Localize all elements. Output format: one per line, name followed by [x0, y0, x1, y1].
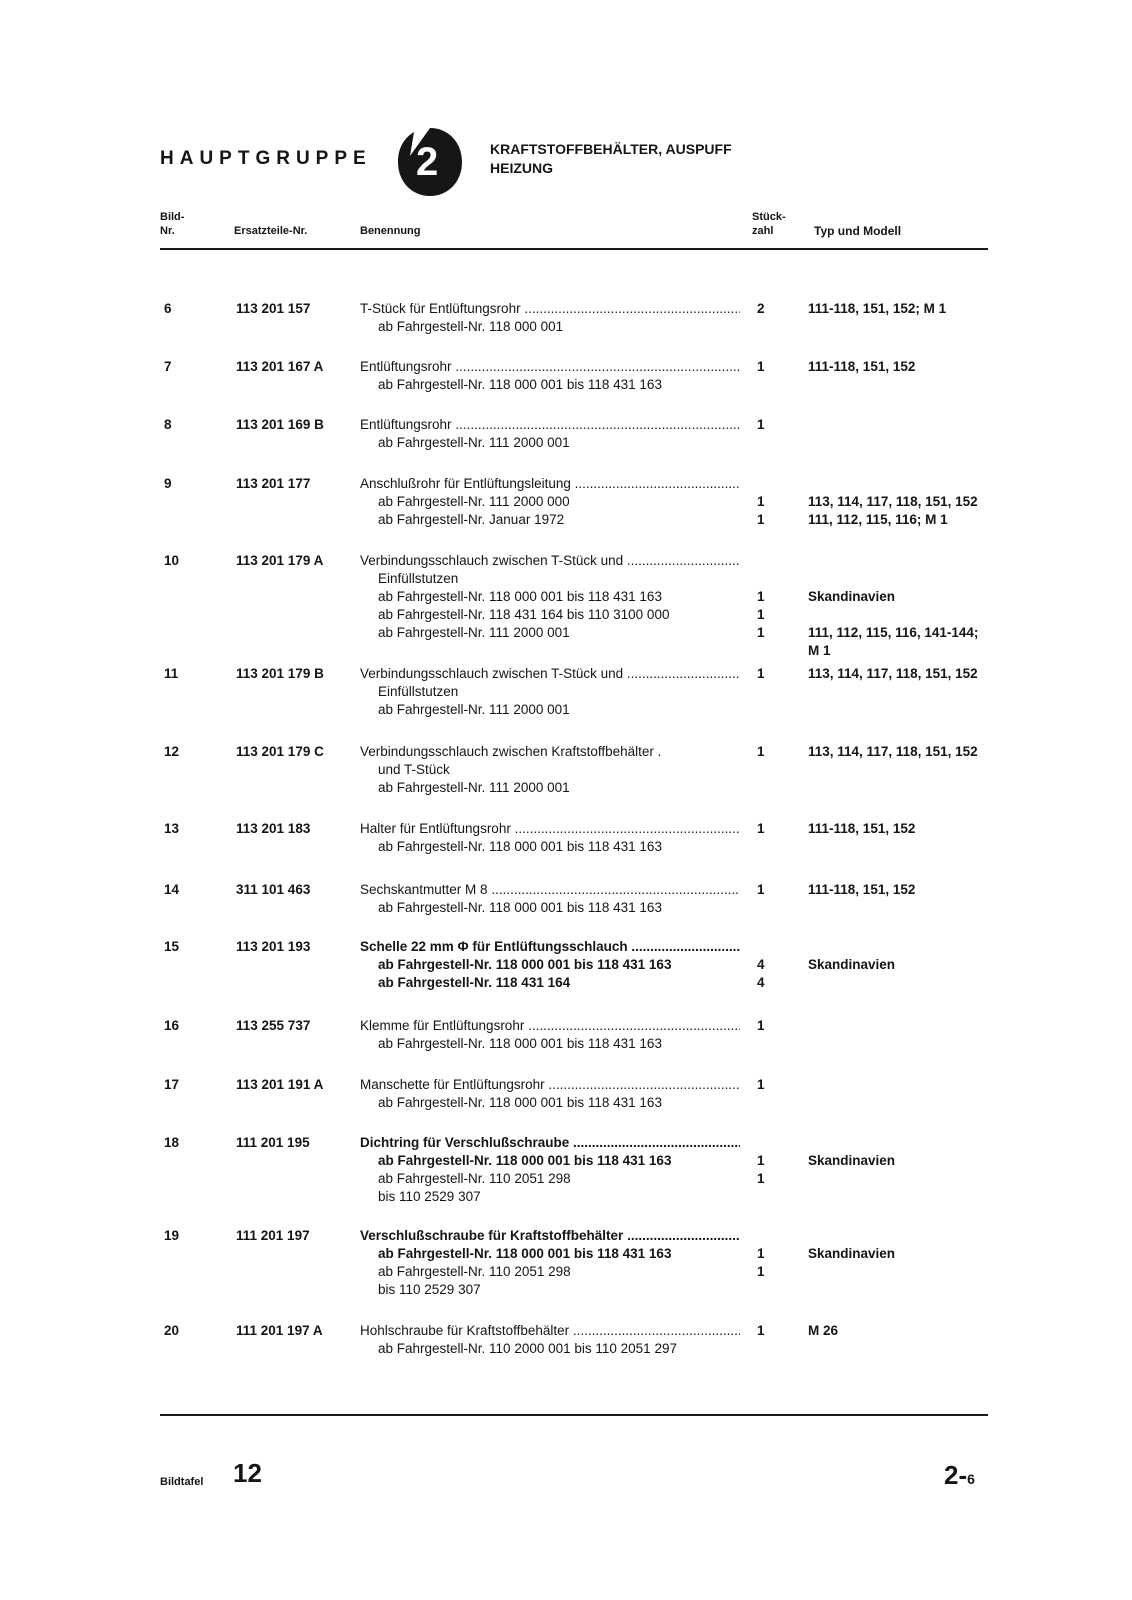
row-bild-nr: 17: [164, 1077, 180, 1092]
row-bild-nr: 19: [164, 1228, 180, 1243]
model-value: 113, 114, 117, 118, 151, 152: [808, 494, 978, 509]
quantity-value: 1: [757, 1171, 765, 1186]
page-number-sub: 6: [967, 1471, 975, 1487]
row-quantity: [757, 1017, 787, 1053]
description-line: ab Fahrgestell-Nr. 118 431 164: [378, 975, 571, 990]
quantity-value: 4: [757, 975, 765, 990]
row-model: [808, 475, 993, 529]
row-quantity: [757, 1227, 787, 1299]
description-line: ab Fahrgestell-Nr. 110 2000 001 bis 110 2051 297: [378, 1341, 677, 1356]
row-bild-nr: 6: [164, 301, 172, 316]
column-part-no: Ersatzteile-Nr.: [234, 225, 308, 237]
quantity-value: 1: [757, 417, 765, 432]
row-description: [360, 300, 740, 336]
quantity-value: 1: [757, 494, 765, 509]
quantity-value: 1: [757, 666, 765, 681]
description-line: Verschlußschraube für Kraftstoffbehälter .....: [360, 1227, 740, 1245]
model-value: [808, 1134, 993, 1152]
quantity-value: 1: [757, 1077, 765, 1092]
description-line: bis 110 2529 307: [378, 1282, 481, 1297]
row-part-number: 113 201 193: [236, 939, 311, 954]
model-value: [808, 899, 993, 917]
row-description: [360, 1017, 740, 1053]
row-part-number: 113 201 179 C: [236, 744, 324, 759]
row-model: [808, 300, 993, 336]
model-value: [808, 570, 993, 588]
description-line: ab Fahrgestell-Nr. 111 2000 001: [378, 625, 570, 640]
description-line: Klemme für Entlüftungsrohr .....: [360, 1017, 740, 1035]
model-value: [808, 761, 993, 779]
quantity-value: 1: [757, 1323, 765, 1338]
quantity-value: [757, 779, 787, 797]
group-title-line1: KRAFTSTOFFBEHÄLTER, AUSPUFF: [490, 141, 732, 157]
row-description: [360, 1322, 740, 1358]
quantity-value: [757, 1094, 787, 1112]
description-line: Sechskantmutter M 8 .....: [360, 881, 740, 899]
footer-label: Bildtafel: [160, 1476, 204, 1488]
row-description: [360, 358, 740, 394]
row-quantity: [757, 665, 787, 719]
description-line: Anschlußrohr für Entlüftungsleitung .....: [360, 475, 740, 493]
description-line: Entlüftungsrohr .....: [360, 416, 740, 434]
row-quantity: [757, 881, 787, 917]
column-bild-nr: [160, 210, 184, 238]
model-value: [808, 434, 993, 452]
row-part-number: 113 201 167 A: [236, 359, 324, 374]
row-bild-nr: 11: [164, 666, 179, 681]
description-line: Entlüftungsrohr .....: [360, 358, 740, 376]
description-line: ab Fahrgestell-Nr. 118 000 001 bis 118 431 163: [378, 377, 662, 392]
group-number-badge: [396, 126, 464, 198]
description-line: ab Fahrgestell-Nr. Januar 1972: [378, 512, 565, 527]
row-quantity: [757, 300, 787, 336]
quantity-value: 4: [757, 957, 765, 972]
description-line: Einfüllstutzen: [378, 571, 459, 586]
row-description: [360, 552, 740, 642]
description-line: ab Fahrgestell-Nr. 118 431 164 bis 110 3100 000: [378, 607, 670, 622]
row-part-number: 113 201 191 A: [236, 1077, 324, 1092]
model-value: [808, 606, 993, 624]
model-value: M 26: [808, 1323, 839, 1338]
model-value: [808, 838, 993, 856]
row-part-number: 113 201 179 A: [236, 553, 324, 568]
description-line: ab Fahrgestell-Nr. 110 2051 298: [378, 1171, 571, 1186]
quantity-value: 1: [757, 744, 765, 759]
row-part-number: 113 201 177: [236, 476, 311, 491]
row-quantity: [757, 552, 787, 642]
quantity-value: 1: [757, 1264, 765, 1279]
quantity-value: [757, 570, 787, 588]
model-value: [808, 1188, 993, 1206]
model-value: Skandinavien: [808, 957, 896, 972]
quantity-value: [757, 1188, 787, 1206]
group-title: [490, 140, 732, 178]
description-line: ab Fahrgestell-Nr. 118 000 001 bis 118 431 163: [378, 589, 662, 604]
model-value: [808, 376, 993, 394]
model-value: [808, 1094, 993, 1112]
row-model: [808, 938, 993, 992]
description-line: Manschette für Entlüftungsrohr .....: [360, 1076, 740, 1094]
model-value: [808, 1170, 993, 1188]
quantity-value: 1: [757, 1246, 765, 1261]
model-value: [808, 552, 993, 570]
description-line: ab Fahrgestell-Nr. 111 2000 000: [378, 494, 570, 509]
quantity-value: [757, 838, 787, 856]
model-value: [808, 683, 993, 701]
row-model: [808, 552, 993, 660]
header-rule: [160, 248, 988, 250]
model-value: 111-118, 151, 152: [808, 359, 916, 374]
row-model: [808, 1134, 993, 1206]
description-line: ab Fahrgestell-Nr. 111 2000 001: [378, 702, 570, 717]
quantity-value: 1: [757, 625, 765, 640]
model-value: M 1: [808, 643, 831, 658]
row-quantity: [757, 1076, 787, 1112]
quantity-value: [757, 1281, 787, 1299]
column-qty-line1: Stück-: [752, 211, 786, 223]
model-value: 111-118, 151, 152: [808, 882, 916, 897]
row-part-number: 311 101 463: [236, 882, 311, 897]
row-bild-nr: 20: [164, 1323, 180, 1338]
column-description: Benennung: [360, 225, 421, 237]
description-line: Dichtring für Verschlußschraube .....: [360, 1134, 740, 1152]
quantity-value: 1: [757, 589, 765, 604]
row-quantity: [757, 1322, 787, 1358]
model-value: [808, 1263, 993, 1281]
row-model: [808, 1227, 993, 1299]
quantity-value: 1: [757, 607, 765, 622]
model-value: 111-118, 151, 152: [808, 821, 916, 836]
row-description: [360, 416, 740, 452]
row-description: [360, 475, 740, 529]
footer-rule: [160, 1414, 988, 1416]
row-model: [808, 1076, 993, 1112]
row-description: [360, 665, 740, 719]
model-value: [808, 1076, 993, 1094]
quantity-value: [757, 318, 787, 336]
row-bild-nr: 18: [164, 1135, 180, 1150]
model-value: [808, 974, 993, 992]
quantity-value: [757, 1035, 787, 1053]
group-label: HAUPTGRUPPE: [160, 148, 372, 169]
quantity-value: [757, 701, 787, 719]
description-line: ab Fahrgestell-Nr. 111 2000 001: [378, 780, 570, 795]
quantity-value: 1: [757, 359, 765, 374]
row-description: [360, 1076, 740, 1112]
row-description: [360, 938, 740, 992]
group-title-line2: HEIZUNG: [490, 160, 553, 176]
quantity-value: [757, 938, 787, 956]
model-value: 111-118, 151, 152; M 1: [808, 301, 947, 316]
row-quantity: [757, 358, 787, 394]
row-part-number: 111 201 197 A: [236, 1323, 323, 1338]
row-part-number: 113 255 737: [236, 1018, 311, 1033]
description-line: und T-Stück: [378, 762, 450, 777]
model-value: [808, 416, 993, 434]
page-number-main: 2-: [944, 1460, 968, 1490]
row-model: [808, 1017, 993, 1053]
description-line: ab Fahrgestell-Nr. 110 2051 298: [378, 1264, 571, 1279]
description-line: bis 110 2529 307: [378, 1189, 481, 1204]
row-model: [808, 665, 993, 719]
model-value: [808, 1017, 993, 1035]
description-line: Einfüllstutzen: [378, 684, 459, 699]
quantity-value: 1: [757, 1018, 765, 1033]
model-value: Skandinavien: [808, 589, 896, 604]
row-part-number: 113 201 169 B: [236, 417, 324, 432]
row-part-number: 113 201 157: [236, 301, 311, 316]
description-line: T-Stück für Entlüftungsrohr .....: [360, 300, 740, 318]
description-line: ab Fahrgestell-Nr. 118 000 001 bis 118 431 163: [378, 1036, 662, 1051]
quantity-value: 1: [757, 882, 765, 897]
description-line: Verbindungsschlauch zwischen Kraftstoffbehälter .: [360, 744, 662, 759]
quantity-value: 1: [757, 512, 765, 527]
group-number: 2: [416, 140, 439, 184]
quantity-value: [757, 376, 787, 394]
description-line: ab Fahrgestell-Nr. 118 000 001 bis 118 431 163: [378, 957, 672, 972]
description-line: Hohlschraube für Kraftstoffbehälter .....: [360, 1322, 740, 1340]
model-value: [808, 779, 993, 797]
row-bild-nr: 15: [164, 939, 180, 954]
row-model: [808, 416, 993, 452]
row-part-number: 111 201 195: [236, 1135, 310, 1150]
quantity-value: [757, 1340, 787, 1358]
quantity-value: [757, 1227, 787, 1245]
model-value: Skandinavien: [808, 1246, 896, 1261]
model-value: [808, 1281, 993, 1299]
row-bild-nr: 14: [164, 882, 180, 897]
description-line: ab Fahrgestell-Nr. 118 000 001 bis 118 431 163: [378, 1246, 672, 1261]
row-part-number: 113 201 183: [236, 821, 311, 836]
row-bild-nr: 8: [164, 417, 172, 432]
column-bild-line2: Nr.: [160, 225, 175, 237]
row-quantity: [757, 743, 787, 797]
model-value: 113, 114, 117, 118, 151, 152: [808, 666, 978, 681]
description-line: ab Fahrgestell-Nr. 111 2000 001: [378, 435, 570, 450]
row-model: [808, 881, 993, 917]
quantity-value: [757, 1134, 787, 1152]
row-model: [808, 743, 993, 797]
description-line: ab Fahrgestell-Nr. 118 000 001 bis 118 431 163: [378, 900, 662, 915]
quantity-value: [757, 552, 787, 570]
model-value: [808, 1227, 993, 1245]
row-quantity: [757, 1134, 787, 1206]
row-quantity: [757, 475, 787, 529]
row-quantity: [757, 820, 787, 856]
description-line: ab Fahrgestell-Nr. 118 000 001: [378, 319, 564, 334]
description-line: ab Fahrgestell-Nr. 118 000 001 bis 118 431 163: [378, 1153, 672, 1168]
row-description: [360, 1134, 740, 1206]
quantity-value: [757, 475, 787, 493]
row-bild-nr: 16: [164, 1018, 180, 1033]
row-quantity: [757, 938, 787, 992]
description-line: Schelle 22 mm Φ für Entlüftungsschlauch .....: [360, 938, 740, 956]
quantity-value: [757, 683, 787, 701]
page-number: [944, 1460, 975, 1491]
description-line: Verbindungsschlauch zwischen T-Stück und .....: [360, 552, 740, 570]
model-value: [808, 1340, 993, 1358]
model-value: 111, 112, 115, 116; M 1: [808, 512, 948, 527]
row-description: [360, 881, 740, 917]
description-line: ab Fahrgestell-Nr. 118 000 001 bis 118 431 163: [378, 839, 662, 854]
row-bild-nr: 7: [164, 359, 172, 374]
description-line: Halter für Entlüftungsrohr .....: [360, 820, 740, 838]
quantity-value: [757, 761, 787, 779]
column-qty: [752, 210, 786, 238]
model-value: [808, 1035, 993, 1053]
model-value: [808, 701, 993, 719]
row-description: [360, 1227, 740, 1299]
row-bild-nr: 9: [164, 476, 172, 491]
row-bild-nr: 10: [164, 553, 180, 568]
quantity-value: 1: [757, 821, 765, 836]
model-value: Skandinavien: [808, 1153, 896, 1168]
column-qty-line2: zahl: [752, 225, 774, 237]
row-part-number: 113 201 179 B: [236, 666, 324, 681]
quantity-value: [757, 434, 787, 452]
description-line: Verbindungsschlauch zwischen T-Stück und .....: [360, 665, 740, 683]
row-description: [360, 820, 740, 856]
row-model: [808, 1322, 993, 1358]
row-model: [808, 820, 993, 856]
row-bild-nr: 12: [164, 744, 180, 759]
row-part-number: 111 201 197: [236, 1228, 310, 1243]
row-model: [808, 358, 993, 394]
row-quantity: [757, 416, 787, 452]
plate-number: 12: [233, 1458, 262, 1488]
model-value: [808, 475, 993, 493]
quantity-value: 1: [757, 1153, 765, 1168]
quantity-value: [757, 899, 787, 917]
model-value: [808, 938, 993, 956]
column-bild-line1: Bild-: [160, 211, 185, 223]
quantity-value: 2: [757, 301, 765, 316]
row-bild-nr: 13: [164, 821, 180, 836]
row-description: [360, 743, 740, 797]
model-value: 111, 112, 115, 116, 141-144;: [808, 625, 979, 640]
model-value: 113, 114, 117, 118, 151, 152: [808, 744, 978, 759]
column-model: Typ und Modell: [814, 224, 902, 238]
model-value: [808, 318, 993, 336]
description-line: ab Fahrgestell-Nr. 118 000 001 bis 118 431 163: [378, 1095, 662, 1110]
